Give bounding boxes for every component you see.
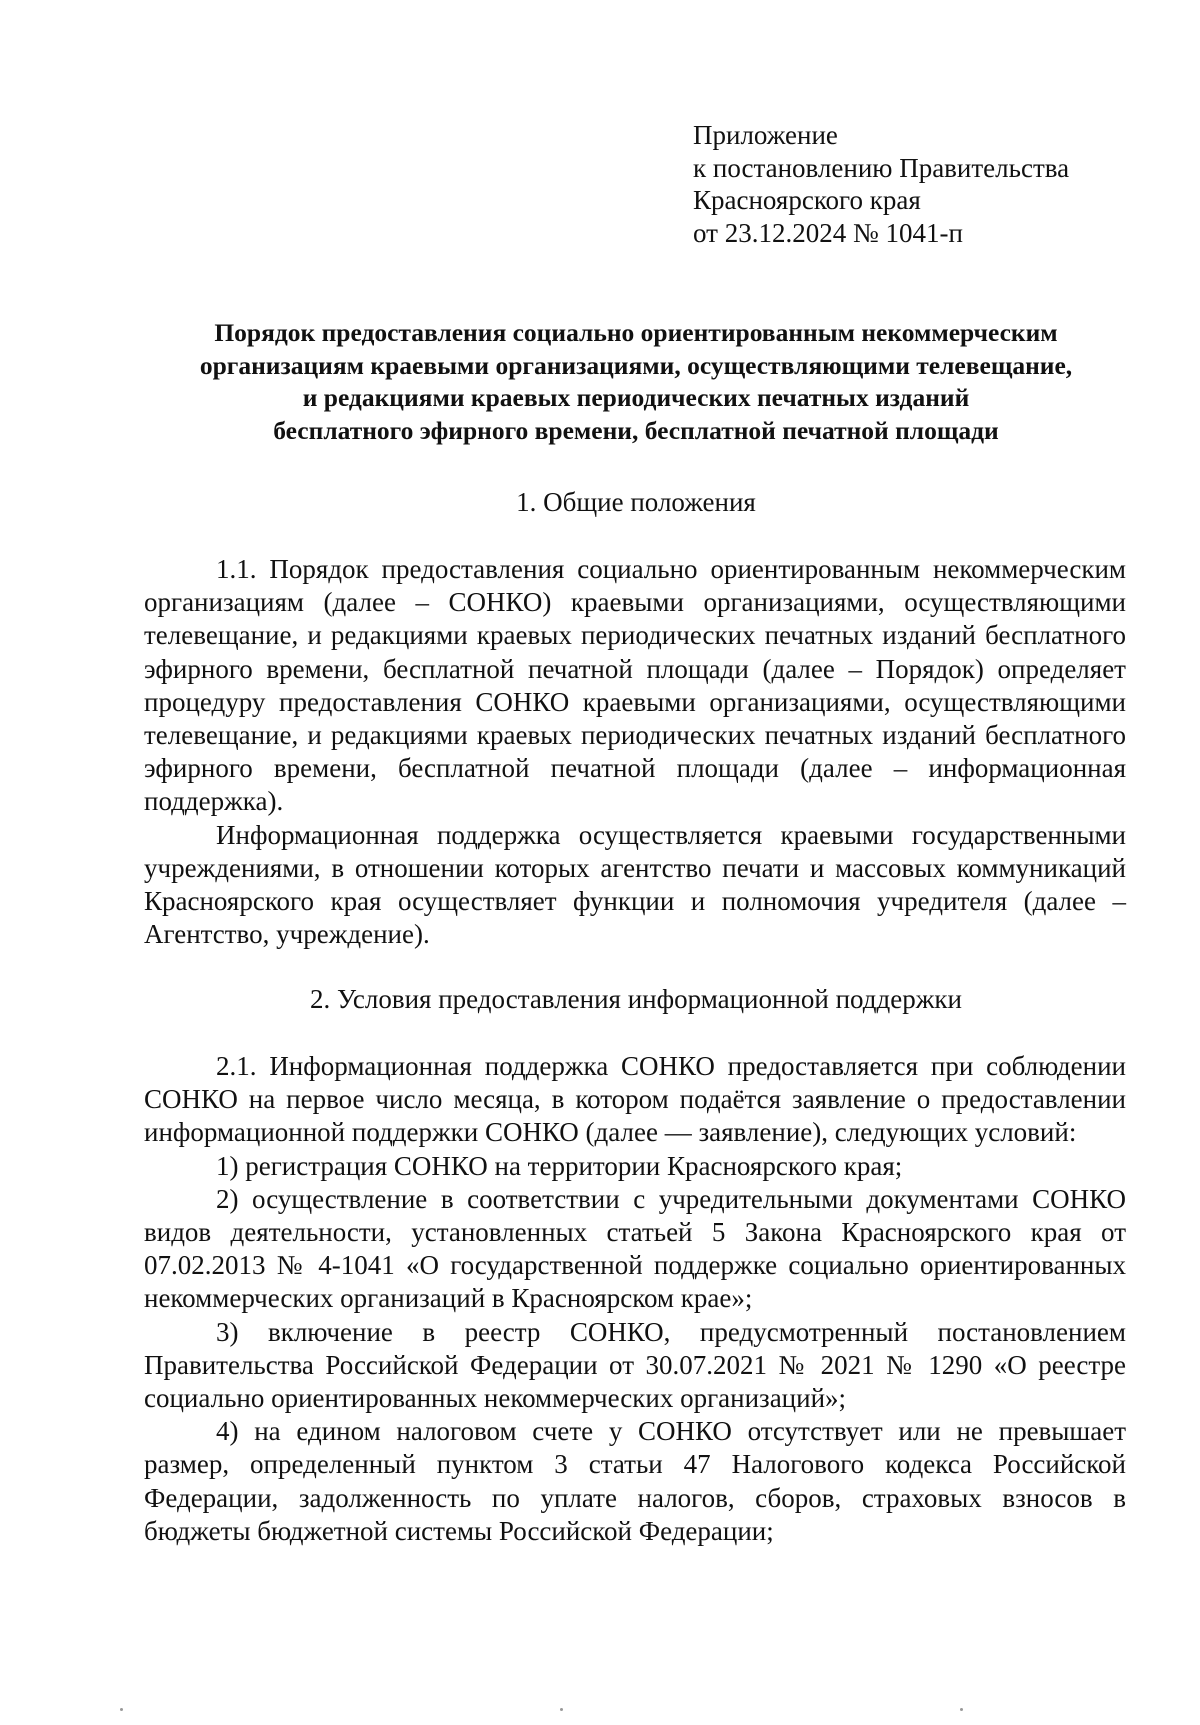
scan-artifacts xyxy=(0,1700,1200,1725)
title-line: организациям краевыми организациями, осуществляющими телевещание, xyxy=(199,350,1073,380)
appendix-header xyxy=(693,119,1069,249)
condition-item-3: 3) включение в реестр СОНКО, предусмотренный постановлением Правительства Российской Федерации от 30.07.2021 № 2021 № 1290 «О реестре социально ориентированных некоммерческих организаций»; xyxy=(144,1316,1126,1414)
document-title xyxy=(140,317,1132,447)
paragraph-2-1: 2.1. Информационная поддержка СОНКО предоставляется при соблюдении СОНКО на первое число месяца, в котором подаётся заявление о предоставлении информационной поддержки СОНКО (далее — заявление), следующих условий: xyxy=(144,1051,1126,1148)
condition-item-4: 4) на едином налоговом счете у СОНКО отсутствует или не превышает размер, определенный пунктом 3 статьи 47 Налогового кодекса Российской Федерации, задолженность по уплате налогов, сборов, страховых взносов в бюджеты бюджетной системы Российской Федерации; xyxy=(144,1416,1126,1546)
section-conditions-body xyxy=(144,1050,1126,1548)
condition-item-2: 2) осуществление в соответствии с учредительными документами СОНКО видов деятельности, установленных статьей 5 Закона Красноярского края от 07.02.2013 № 4-1041 «О государственной поддержке социально ориентированных некоммерческих организаций в Красноярском крае»; xyxy=(144,1183,1126,1314)
paragraph-info-support: Информационная поддержка осуществляется краевыми государственными учреждениями, в отношении которых агентство печати и массовых коммуникаций Красноярского края осуществляет функции и полномочия учредителя (далее – Агентство, учреждение). xyxy=(144,819,1126,950)
condition-item-1: 1) регистрация СОНКО на территории Красноярского края; xyxy=(216,1150,903,1181)
appendix-date-number: от 23.12.2024 № 1041-п xyxy=(693,217,963,248)
appendix-line: Красноярского края xyxy=(693,185,921,215)
title-line: Порядок предоставления социально ориентированным некоммерческим xyxy=(214,318,1058,347)
section-heading-general: 1. Общие положения xyxy=(516,487,756,517)
section-general-body xyxy=(144,553,1126,951)
paragraph-1-1: 1.1. Порядок предоставления социально ориентированным некоммерческим организациям (далее – СОНКО) краевыми организациями, осуществляющими телевещание, и редакциями краевых периодических печатных изданий бесплатного эфирного времени, бесплатной печатной площади (далее – Порядок) определяет процедуру предоставления СОНКО краевыми организациями, осуществляющими телевещание, и редакциями краевых периодических печатных изданий бесплатного эфирного времени, бесплатной печатной площади (далее – информационная поддержка). xyxy=(144,554,1126,817)
section-heading-conditions: 2. Условия предоставления информационной поддержки xyxy=(310,984,962,1014)
appendix-line: Приложение xyxy=(693,120,838,150)
appendix-line: к постановлению Правительства xyxy=(693,152,1070,183)
title-line: бесплатного эфирного времени, бесплатной печатной площади xyxy=(273,415,999,445)
title-line: и редакциями краевых периодических печатных изданий xyxy=(302,383,970,412)
